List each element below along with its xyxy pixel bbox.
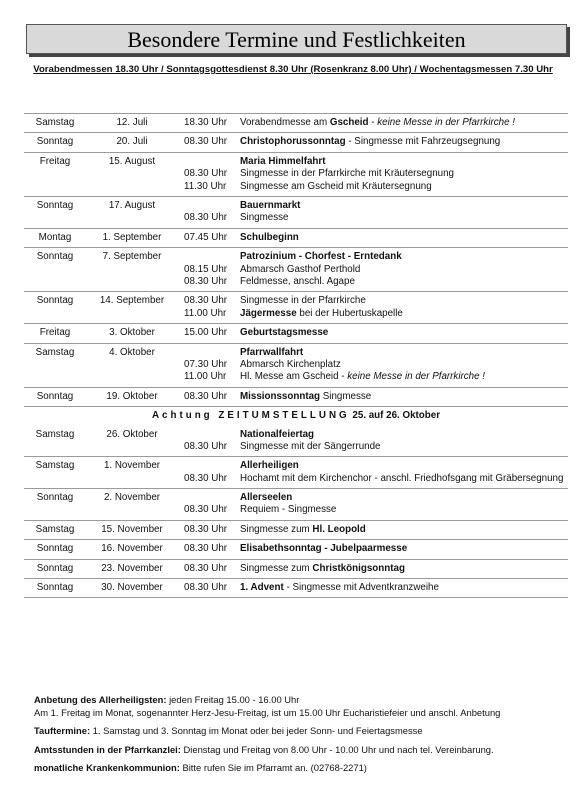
communion-info — [34, 762, 574, 775]
event-time: 08.30 Uhr — [184, 390, 228, 402]
event-time: 08.30 Uhr — [184, 523, 228, 535]
event-date: 3. Oktober — [109, 327, 155, 339]
event-time: 08.30 Uhr — [184, 440, 228, 452]
event-text: Requiem - Singmesse — [240, 504, 337, 516]
event-time — [184, 492, 234, 504]
event-time: 08.30 Uhr — [184, 275, 228, 287]
event-row — [24, 228, 568, 247]
event-description — [237, 196, 568, 228]
event-text: bei der Hubertuskapelle — [296, 307, 403, 319]
event-times — [178, 248, 237, 292]
event-row — [24, 559, 568, 578]
event-text: Allerseelen — [240, 492, 293, 504]
event-time — [184, 347, 234, 359]
event-time — [184, 156, 234, 168]
event-text: Jägermesse — [240, 307, 297, 319]
event-description — [237, 248, 568, 292]
event-day: Montag — [38, 231, 72, 243]
event-date: 4. Oktober — [109, 346, 155, 358]
event-time: 11.30 Uhr — [184, 180, 227, 192]
event-date: 15. August — [108, 155, 156, 167]
event-times — [178, 540, 237, 559]
events-table-body — [24, 114, 568, 598]
notice-cell — [24, 407, 568, 426]
event-line — [240, 232, 565, 244]
event-times — [178, 559, 237, 578]
event-description — [237, 387, 568, 406]
notice-row — [24, 407, 568, 426]
event-date: 7. September — [102, 251, 162, 263]
event-time: 08.30 Uhr — [184, 504, 228, 516]
event-description — [237, 540, 568, 559]
baptism-text: 1. Samstag und 3. Sonntag im Monat oder bei jeder Sonn- und Feiertagsmesse — [92, 725, 423, 736]
event-times — [178, 457, 237, 489]
event-text: Abmarsch Gasthof Perthold — [240, 263, 361, 275]
event-day: Sonntag — [36, 390, 74, 402]
event-time: 08.30 Uhr — [184, 472, 228, 484]
event-date: 14. September — [99, 295, 165, 307]
event-time: 08.30 Uhr — [184, 295, 228, 307]
communion-text: Bitte rufen Sie im Pfarramt an. (02768-2271) — [182, 762, 367, 773]
event-text: Hochamt mit dem Kirchenchor - anschl. Friedhofsgang mit Gräbersegnung — [240, 472, 564, 484]
adoration-label: Anbetung des Allerheiligsten: — [34, 694, 167, 705]
event-time: 07.45 Uhr — [184, 231, 228, 243]
event-text: Singmesse am Gscheid mit Kräutersegnung — [240, 180, 432, 192]
event-times — [178, 292, 237, 324]
event-date: 1. September — [102, 231, 162, 243]
event-time — [184, 460, 234, 472]
event-date: 20. Juli — [116, 136, 148, 148]
event-text: Christkönigsonntag — [312, 562, 405, 574]
event-text: keine Messe in der Pfarrkirche ! — [377, 117, 516, 128]
event-text: Singmesse mit der Sängerrunde — [240, 440, 381, 452]
event-text: Elisabethsonntag - Jubelpaarmesse — [240, 543, 408, 555]
event-line — [240, 359, 565, 371]
event-times — [178, 196, 237, 228]
event-times — [178, 228, 237, 247]
event-description — [237, 559, 568, 578]
event-description — [237, 133, 568, 152]
event-date: 16. November — [101, 543, 163, 555]
event-line — [240, 429, 565, 441]
event-line — [240, 212, 565, 224]
event-description — [237, 228, 568, 247]
event-text: - — [368, 117, 378, 128]
event-description — [237, 292, 568, 324]
event-time: 08.30 Uhr — [184, 582, 228, 594]
event-text: - Singmesse mit Adventkranzweihe — [283, 582, 439, 594]
event-row — [24, 520, 568, 539]
event-line — [240, 327, 565, 339]
event-line — [240, 136, 565, 148]
event-date: 12. Juli — [116, 117, 148, 128]
event-times — [178, 520, 237, 539]
event-line — [240, 276, 565, 288]
event-date: 23. November — [101, 562, 163, 574]
event-line — [240, 371, 565, 383]
event-date: 30. November — [101, 582, 163, 594]
event-date: 1. November — [103, 460, 161, 472]
events-table — [24, 113, 568, 598]
event-text: Singmesse — [320, 390, 372, 402]
event-text: Singmesse zum — [240, 523, 313, 535]
event-text: Singmesse in der Pfarrkirche mit Kräutersegnung — [240, 168, 454, 180]
footer-info — [34, 694, 574, 781]
event-date: 26. Oktober — [106, 428, 158, 440]
event-day: Sonntag — [36, 295, 74, 307]
event-times — [178, 579, 237, 598]
event-line — [240, 308, 565, 320]
communion-label: monatliche Krankenkommunion: — [34, 762, 180, 773]
event-day: Sonntag — [36, 492, 74, 504]
event-line — [240, 156, 565, 168]
event-line — [240, 117, 565, 129]
adoration-note: Am 1. Freitag im Monat, sogenannter Herz-Jesu-Freitag, ist um 15.00 Uhr Eucharistiefeier und anschl. Anbetung — [34, 706, 501, 718]
event-text: keine Messe in der Pfarrkirche ! — [347, 371, 486, 383]
event-line — [240, 563, 565, 575]
event-description — [237, 489, 568, 521]
event-day: Sonntag — [36, 582, 74, 594]
event-times — [178, 489, 237, 521]
event-text: Abmarsch Kirchenplatz — [240, 358, 341, 370]
event-time: 08.15 Uhr — [184, 263, 228, 275]
event-description — [237, 343, 568, 387]
event-text: Vorabendmesse am — [240, 117, 330, 128]
office-hours-label: Amtsstunden in der Pfarrkanzlei: — [34, 743, 181, 755]
event-line — [240, 543, 565, 555]
event-row — [24, 152, 568, 196]
baptism-info — [34, 725, 574, 738]
event-line — [240, 460, 565, 472]
event-times — [178, 133, 237, 152]
event-times — [178, 152, 237, 196]
event-text: Hl. Leopold — [312, 523, 366, 535]
event-text: 1. Advent — [240, 582, 284, 594]
title-box — [26, 24, 567, 54]
event-date: 17. August — [108, 199, 156, 211]
mass-times-subtitle: Vorabendmessen 18.30 Uhr / Sonntagsgottesdienst 8.30 Uhr (Rosenkranz 8.00 Uhr) / Wochentagsmessen 7.30 Uhr — [33, 64, 553, 75]
event-day: Sonntag — [36, 136, 74, 148]
event-time: 07.30 Uhr — [184, 358, 228, 370]
event-time: 11.00 Uhr — [184, 371, 227, 383]
event-day: Sonntag — [36, 199, 74, 211]
event-line — [240, 181, 565, 193]
event-line — [240, 524, 565, 536]
event-line — [240, 582, 565, 594]
event-time: 18.30 Uhr — [184, 117, 228, 128]
event-time: 08.30 Uhr — [184, 212, 228, 224]
event-line — [240, 391, 565, 403]
event-text: Allerheiligen — [240, 460, 299, 472]
event-line — [240, 251, 565, 263]
notice-heading: Achtung ZEITUMSTELLUNG — [151, 410, 350, 422]
event-text: Pfarrwallfahrt — [240, 346, 304, 358]
event-description — [237, 114, 568, 133]
event-line — [240, 473, 565, 485]
event-time — [184, 200, 234, 212]
event-times — [178, 343, 237, 387]
event-date: 15. November — [101, 523, 163, 535]
event-text: Gscheid — [329, 117, 369, 128]
office-hours-text: Dienstag und Freitag von 8.00 Uhr - 10.00 Uhr und nach tel. Vereinbarung. — [183, 743, 494, 755]
event-text: Bauernmarkt — [240, 199, 301, 211]
event-day: Sonntag — [36, 562, 74, 574]
event-text: Hl. Messe am Gscheid - — [240, 371, 348, 383]
event-line — [240, 168, 565, 180]
event-row — [24, 343, 568, 387]
event-line — [240, 200, 565, 212]
event-text: Patrozinium - Chorfest - Erntedank — [240, 251, 402, 263]
event-description — [237, 579, 568, 598]
event-day: Sonntag — [36, 543, 74, 555]
event-date: 2. November — [103, 492, 161, 504]
event-text: - Singmesse mit Fahrzeugsegnung — [345, 136, 501, 148]
event-text: Nationalfeiertag — [240, 428, 315, 440]
event-time: 08.30 Uhr — [184, 543, 228, 555]
event-row — [24, 579, 568, 598]
event-times — [178, 114, 237, 133]
event-row — [24, 133, 568, 152]
event-description — [237, 152, 568, 196]
event-time: 08.30 Uhr — [184, 168, 228, 180]
event-text: Singmesse — [240, 212, 289, 224]
event-time: 11.00 Uhr — [184, 307, 227, 319]
event-day: Freitag — [39, 327, 71, 339]
event-row — [24, 292, 568, 324]
event-times — [178, 387, 237, 406]
adoration-info — [34, 694, 574, 719]
page-title: Besondere Termine und Festlichkeiten — [127, 27, 466, 52]
event-day: Samstag — [35, 523, 75, 535]
event-description — [237, 324, 568, 343]
event-row — [24, 387, 568, 406]
event-line — [240, 264, 565, 276]
event-time: 08.30 Uhr — [184, 136, 228, 148]
event-line — [240, 347, 565, 359]
adoration-text: jeden Freitag 15.00 - 16.00 Uhr — [169, 694, 300, 705]
event-day: Sonntag — [36, 251, 74, 263]
event-day: Samstag — [35, 346, 75, 358]
event-line — [240, 441, 565, 453]
event-text: Feldmesse, anschl. Agape — [240, 275, 355, 287]
event-times — [178, 324, 237, 343]
event-description — [237, 520, 568, 539]
event-row — [24, 426, 568, 457]
event-day: Samstag — [35, 117, 75, 128]
event-row — [24, 114, 568, 133]
event-text: Schulbeginn — [240, 231, 299, 243]
baptism-label: Tauftermine: — [34, 725, 91, 736]
office-hours-info — [34, 744, 574, 757]
event-line — [240, 504, 565, 516]
event-text: Christophorussonntag — [240, 136, 346, 148]
event-text: Geburtstagsmesse — [240, 327, 329, 339]
event-row — [24, 248, 568, 292]
notice-dates: 25. auf 26. Oktober — [352, 410, 441, 422]
event-text: Missionssonntag — [240, 390, 321, 402]
event-day: Samstag — [35, 460, 75, 472]
event-day: Samstag — [35, 428, 75, 440]
event-time — [184, 251, 234, 263]
event-time: 08.30 Uhr — [184, 562, 228, 574]
event-text: Singmesse in der Pfarrkirche — [240, 295, 366, 307]
event-date: 19. Oktober — [106, 390, 158, 402]
event-time — [184, 429, 234, 441]
event-day: Freitag — [39, 155, 71, 167]
event-row — [24, 489, 568, 521]
event-row — [24, 540, 568, 559]
event-description — [237, 426, 568, 457]
event-line — [240, 492, 565, 504]
event-row — [24, 457, 568, 489]
event-description — [237, 457, 568, 489]
event-text: Maria Himmelfahrt — [240, 155, 326, 167]
event-row — [24, 196, 568, 228]
event-times — [178, 426, 237, 457]
event-text: Singmesse zum — [240, 562, 313, 574]
event-time: 15.00 Uhr — [184, 327, 228, 339]
event-row — [24, 324, 568, 343]
event-line — [240, 295, 565, 307]
